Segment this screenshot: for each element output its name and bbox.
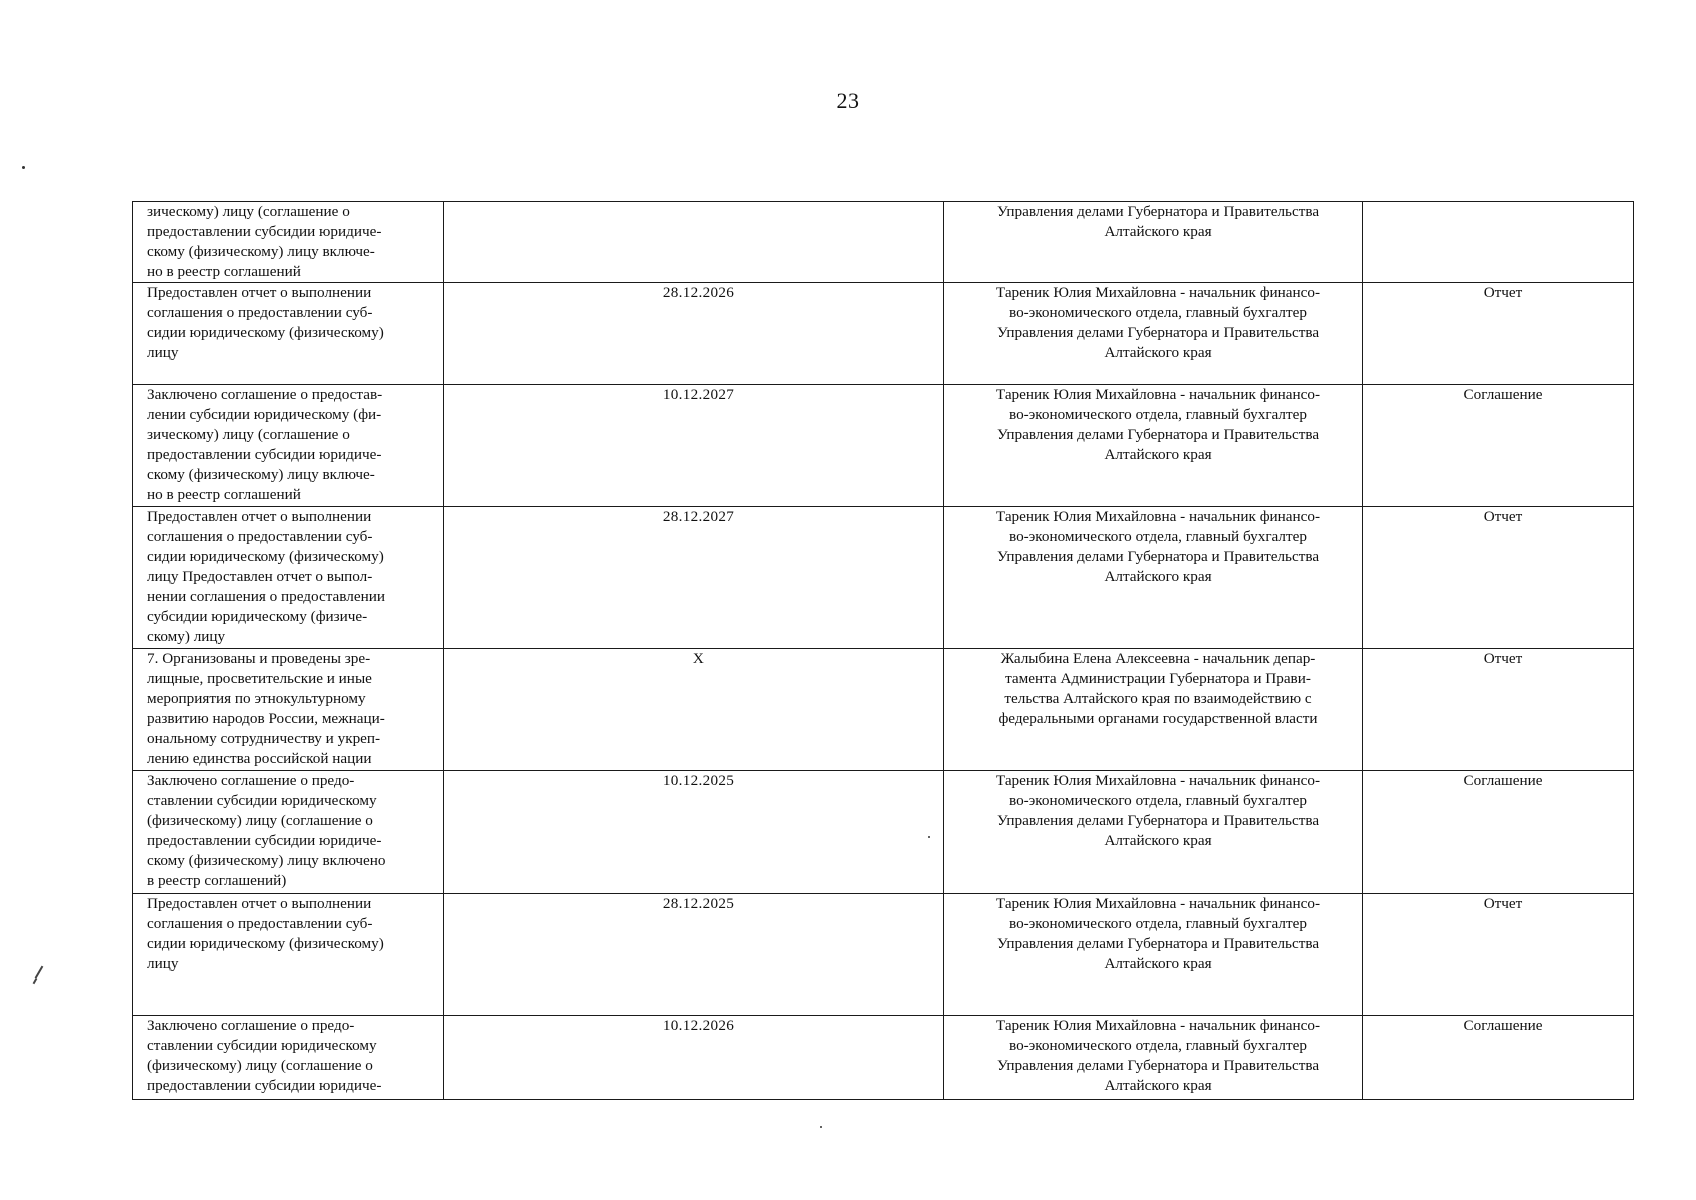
document-cell: Отчет <box>1363 894 1634 1016</box>
responsible-cell: Управления делами Губернатора и Правительства Алтайского края <box>944 202 1363 283</box>
scan-mark <box>35 966 43 979</box>
event-cell: зическому) лицу (соглашение о предоставлении субсидии юридиче- скому (физическому) лицу включе- но в реестр соглашений <box>133 202 444 283</box>
responsible-cell: Тареник Юлия Михайловна - начальник финансо- во-экономического отдела, главный бухгалтер Управления делами Губернатора и Правительства Алтайского края <box>944 894 1363 1016</box>
scan-speck <box>820 1126 822 1128</box>
date-cell <box>444 202 944 283</box>
responsible-cell: Тареник Юлия Михайловна - начальник финансо- во-экономического отдела, главный бухгалтер Управления делами Губернатора и Правительства Алтайского края <box>944 507 1363 649</box>
event-cell: Заключено соглашение о предо- ставлении субсидии юридическому (физическому) лицу (соглашение о предоставлении субсидии юридиче- скому (физическому) лицу включено в реестр соглашений) <box>133 771 444 894</box>
table-row <box>133 202 1634 283</box>
table-row <box>133 894 1634 1016</box>
plan-table <box>132 201 1634 1100</box>
responsible-cell: Тареник Юлия Михайловна - начальник финансо- во-экономического отдела, главный бухгалтер Управления делами Губернатора и Правительства Алтайского края <box>944 385 1363 507</box>
event-cell: Заключено соглашение о предостав- лении субсидии юридическому (фи- зическому) лицу (соглашение о предоставлении субсидии юридиче- скому (физическому) лицу включе- но в реестр соглашений <box>133 385 444 507</box>
document-cell: Соглашение <box>1363 1016 1634 1100</box>
responsible-cell: Жалыбина Елена Алексеевна - начальник депар- тамента Администрации Губернатора и Прави- тельства Алтайского края по взаимодействию с федеральными органами государственной власти <box>944 649 1363 771</box>
event-cell: Предоставлен отчет о выполнении соглашения о предоставлении суб- сидии юридическому (физическому) лицу Предоставлен отчет о выпол- нении соглашения о предоставлении субсидии юридическому (физиче- скому) лицу <box>133 507 444 649</box>
date-cell: Х <box>444 649 944 771</box>
event-cell: Предоставлен отчет о выполнении соглашения о предоставлении суб- сидии юридическому (физическому) лицу <box>133 283 444 385</box>
table-row <box>133 771 1634 894</box>
date-cell: 10.12.2026 <box>444 1016 944 1100</box>
table-row <box>133 385 1634 507</box>
date-cell: 28.12.2025 <box>444 894 944 1016</box>
scan-mark <box>33 978 37 984</box>
responsible-cell: Тареник Юлия Михайловна - начальник финансо- во-экономического отдела, главный бухгалтер Управления делами Губернатора и Правительства Алтайского края <box>944 1016 1363 1100</box>
date-cell: 10.12.2025 <box>444 771 944 894</box>
scan-speck <box>22 166 25 169</box>
document-cell: Соглашение <box>1363 771 1634 894</box>
date-cell: 10.12.2027 <box>444 385 944 507</box>
table-row <box>133 507 1634 649</box>
document-cell <box>1363 202 1634 283</box>
responsible-cell: Тареник Юлия Михайловна - начальник финансо- во-экономического отдела, главный бухгалтер Управления делами Губернатора и Правительства Алтайского края <box>944 771 1363 894</box>
page-number: 23 <box>836 88 860 113</box>
document-cell: Соглашение <box>1363 385 1634 507</box>
document-cell: Отчет <box>1363 507 1634 649</box>
document-cell: Отчет <box>1363 283 1634 385</box>
event-cell: Заключено соглашение о предо- ставлении субсидии юридическому (физическому) лицу (соглашение о предоставлении субсидии юридиче- <box>133 1016 444 1100</box>
date-cell: 28.12.2026 <box>444 283 944 385</box>
table-row <box>133 283 1634 385</box>
event-cell: 7. Организованы и проведены зре- лищные, просветительские и иные мероприятия по этнокультурному развитию народов России, межнаци- ональному сотрудничеству и укреп- лению единства российской нации <box>133 649 444 771</box>
document-cell: Отчет <box>1363 649 1634 771</box>
date-cell: 28.12.2027 <box>444 507 944 649</box>
table-row <box>133 1016 1634 1100</box>
event-cell: Предоставлен отчет о выполнении соглашения о предоставлении суб- сидии юридическому (физическому) лицу <box>133 894 444 1016</box>
responsible-cell: Тареник Юлия Михайловна - начальник финансо- во-экономического отдела, главный бухгалтер Управления делами Губернатора и Правительства Алтайского края <box>944 283 1363 385</box>
table-row <box>133 649 1634 771</box>
